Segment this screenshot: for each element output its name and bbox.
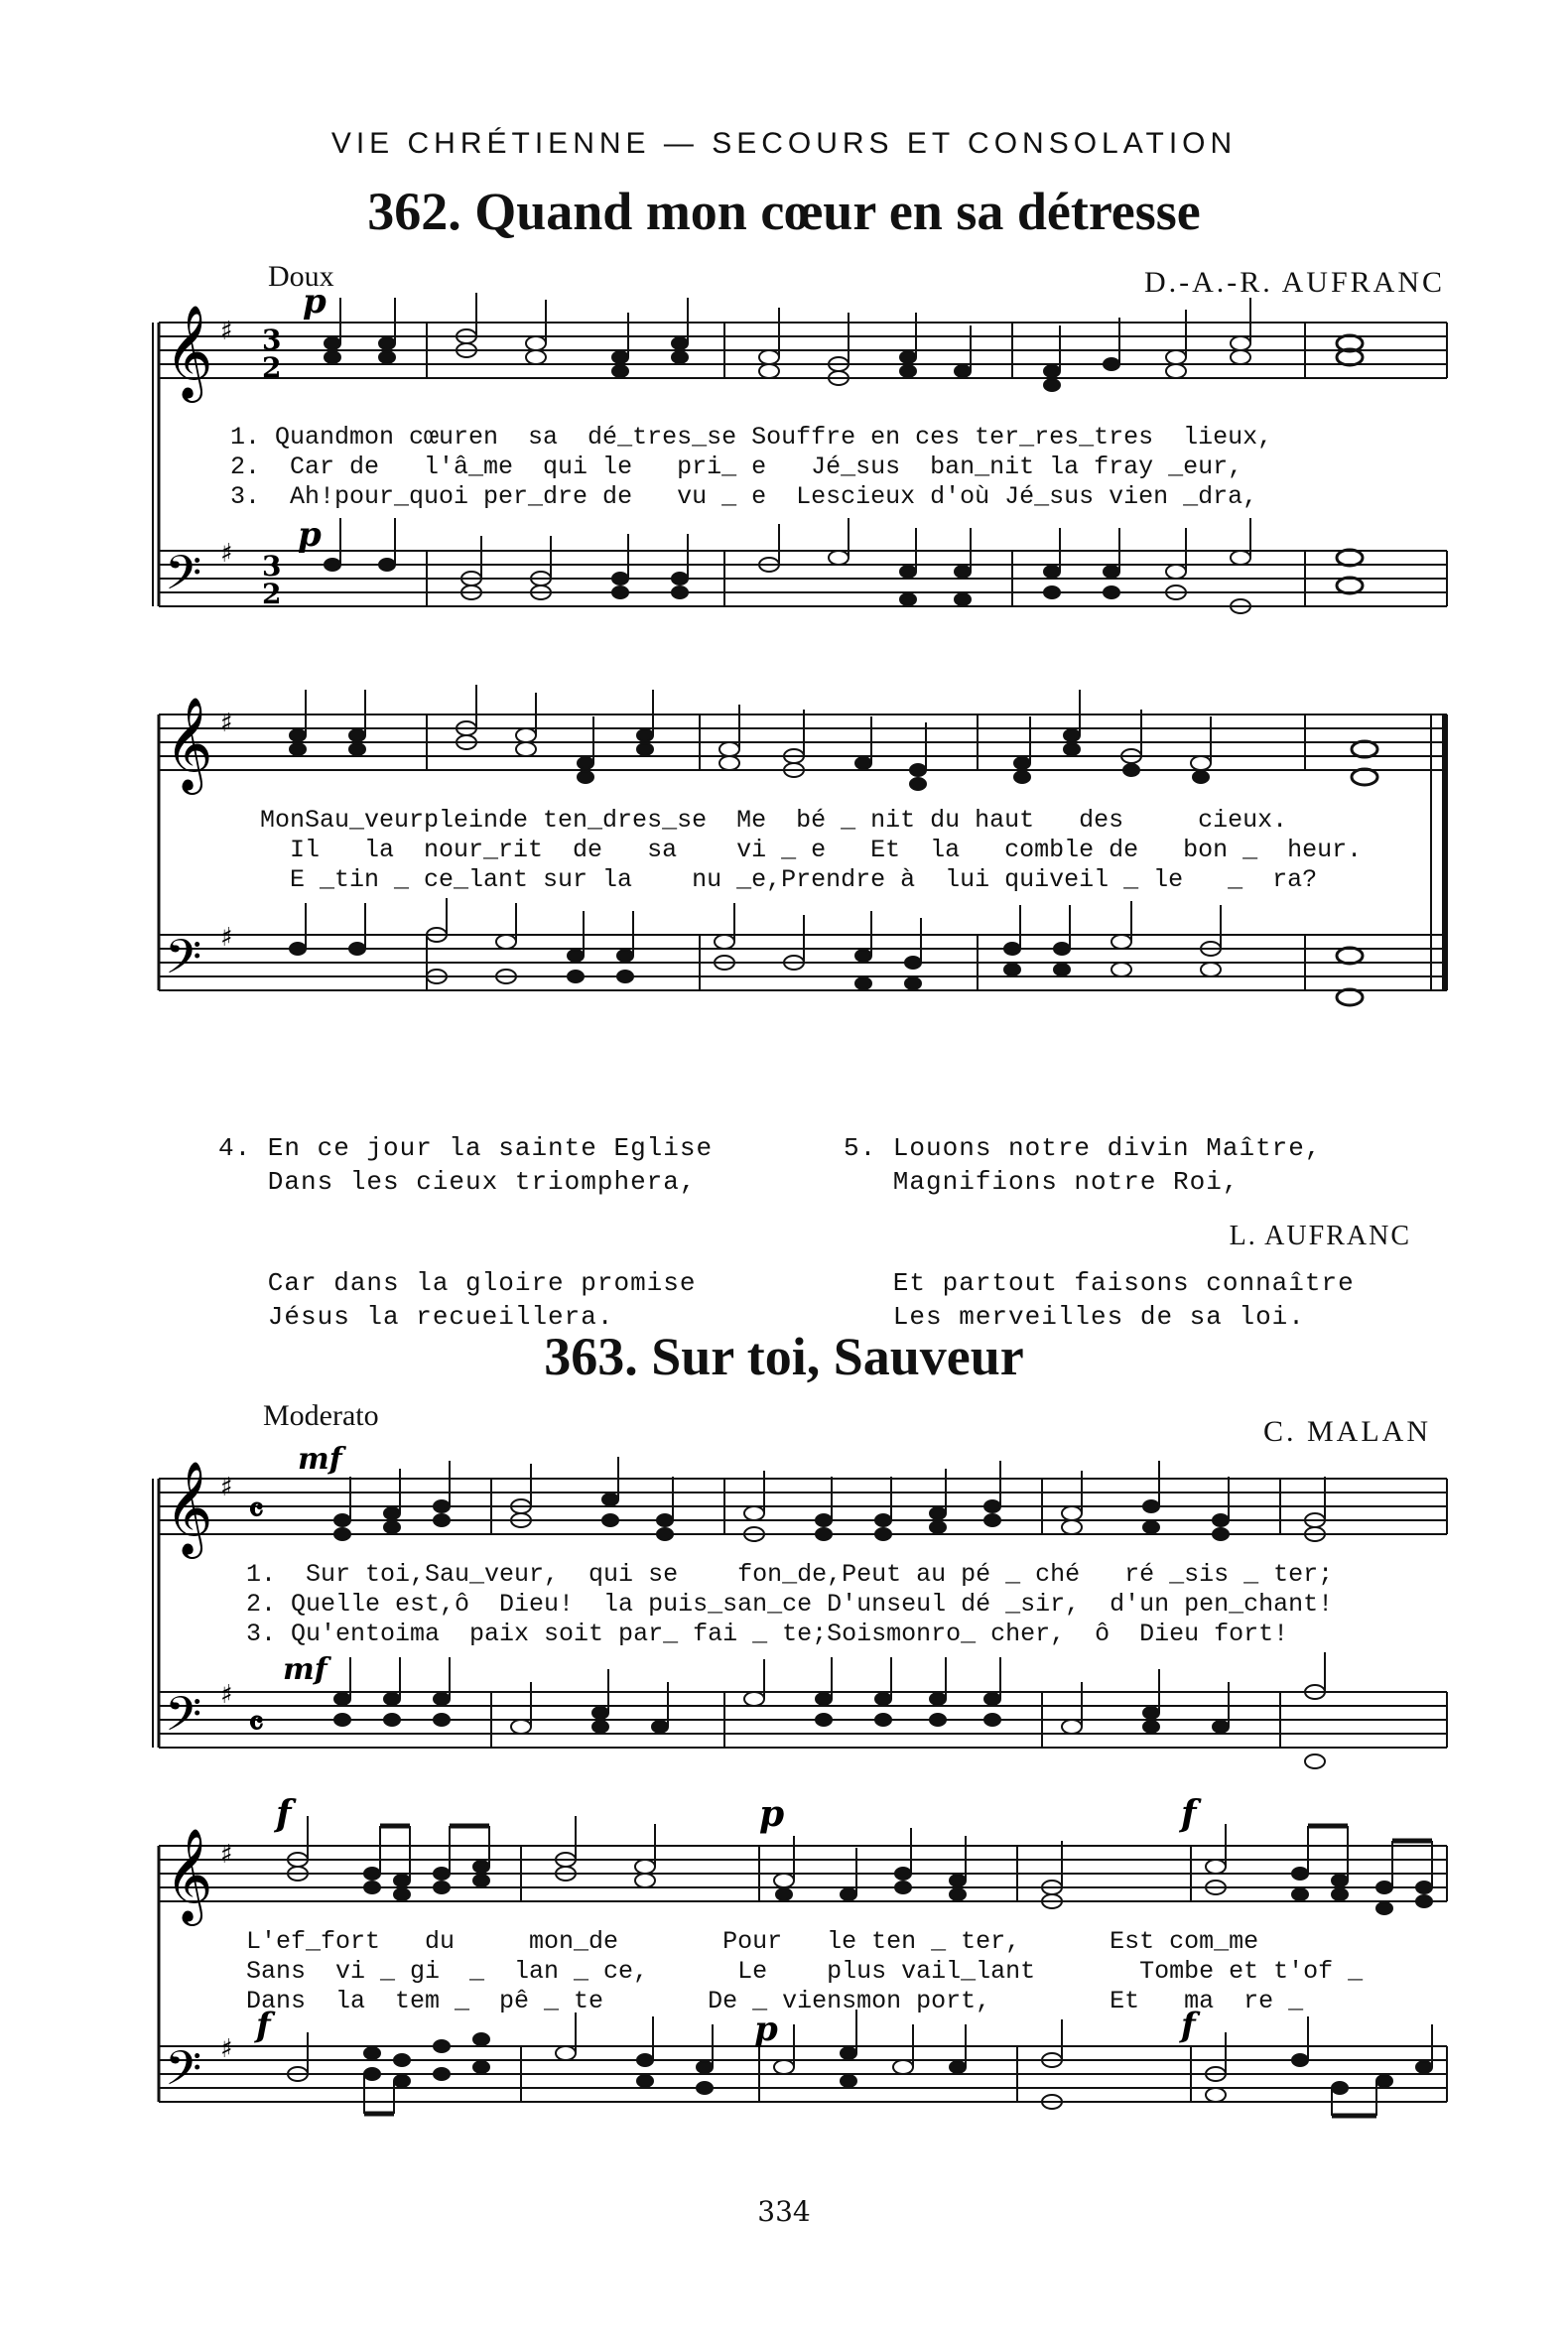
treble-clef-icon: 𝄞	[165, 1828, 213, 1922]
page-header: VIE CHRÉTIENNE — SECOURS ET CONSOLATION	[330, 127, 1238, 160]
hymn-363-composer: C. MALAN	[1262, 1415, 1431, 1448]
sharp-icon: ♯	[220, 539, 233, 569]
treble-clef-icon: 𝄞	[165, 1461, 213, 1555]
hymn-362-title: 362. Quand mon cœur en sa détresse	[367, 182, 1201, 241]
hymn-363-lyric-line-3: 3. Qu'entoima paix soit par_ fai _ te;Soismonro_ cher, ô Dieu fort!	[246, 1620, 1289, 1648]
sharp-icon: ♯	[220, 1680, 233, 1710]
hymn-362-lyric-line-5: Il la nour_rit de sa vi _ e Et la comble de bon _ heur.	[260, 836, 1363, 864]
treble-clef-icon: 𝄞	[165, 697, 213, 791]
sharp-icon: ♯	[220, 2034, 233, 2064]
svg-text:f: f	[256, 2006, 271, 2045]
sharp-icon: ♯	[220, 1473, 233, 1502]
hymn-363-lyric-line-5: Sans vi _ gi _ lan _ ce, Le plus vail_lant Tombe et t'of _	[246, 1957, 1364, 1986]
svg-text:p: p	[754, 2010, 778, 2049]
hymn-363-lyric-line-4: L'ef_fort du mon_de Pour le ten _ ter, Est com_me	[246, 1927, 1259, 1956]
hymn-362-tempo: Doux	[268, 260, 334, 293]
bass-clef-icon: 𝄢	[165, 545, 202, 612]
treble-clef-icon: 𝄞	[165, 305, 213, 399]
svg-text:mf: mf	[298, 1442, 342, 1477]
svg-text:p: p	[759, 1793, 785, 1835]
verse-4: 4. En ce jour la sainte Eglise Dans les cieux triomphera, Car dans la gloire promise Jésus la recueillera.	[218, 1133, 714, 1332]
hymn-362-lyric-line-4: MonSau_veurpleinde ten_dres_se Me bé _ nit du haut des cieux.	[260, 806, 1288, 835]
svg-text:f: f	[1181, 1793, 1197, 1835]
svg-text:2: 2	[262, 351, 282, 384]
svg-text:f: f	[1181, 2006, 1196, 2045]
bass-clef-icon: 𝄢	[165, 2040, 202, 2108]
hymn-363-lyric-line-6: Dans la tem _ pê _ te De _ viensmon port, Et ma re _	[246, 1987, 1304, 2015]
hymn-362-composer: D.-A.-R. AUFRANC	[1143, 266, 1445, 299]
sharp-icon: ♯	[220, 1840, 233, 1870]
text-author: L. AUFRANC	[1229, 1221, 1411, 1251]
hymn-362-lyric-line-6: E _tin _ ce_lant sur la nu _e,Prendre à lui quiveil _ le _ ra?	[260, 865, 1318, 894]
hymn-363-lyric-line-2: 2. Quelle est,ô Dieu! la puis_san_ce D'unseul dé _sir, d'un pen_chant!	[246, 1590, 1334, 1619]
sharp-icon: ♯	[220, 923, 233, 953]
bass-clef-icon: 𝄢	[165, 1686, 202, 1753]
svg-text:3: 3	[262, 550, 282, 583]
svg-text:p: p	[303, 282, 327, 322]
page-number: 334	[757, 2195, 811, 2228]
svg-text:p: p	[298, 515, 322, 555]
hymn-363-tempo: Moderato	[263, 1399, 379, 1432]
svg-text:f: f	[276, 1793, 292, 1835]
svg-text:3: 3	[262, 324, 282, 356]
bass-clef-icon: 𝄢	[165, 929, 202, 996]
svg-text:2: 2	[262, 578, 282, 610]
svg-text:mf: mf	[283, 1652, 327, 1687]
hymn-362-lyric-line-3: 3. Ah!pour_quoi per_dre de vu _ e Lescieux d'où Jé_sus vien _dra,	[230, 482, 1258, 511]
verse-5: 5. Louons notre divin Maître, Magnifions notre Roi, Et partout faisons connaître Les merveilles de sa loi.	[844, 1133, 1355, 1332]
sharp-icon: ♯	[220, 317, 233, 346]
hymn-362-lyric-line-1: 1. Quandmon cœuren sa dé_tres_se Souffre en ces ter_res_tres lieux,	[230, 423, 1273, 452]
sharp-icon: ♯	[220, 709, 233, 738]
hymn-363-lyric-line-1: 1. Sur toi,Sau_veur, qui se fon_de,Peut au pé _ ché ré _sis _ ter;	[246, 1560, 1334, 1589]
hymn-362-lyric-line-2: 2. Car de l'â_me qui le pri_ e Jé_sus ban_nit la fray _eur,	[230, 453, 1243, 481]
common-time-icon: 𝄴	[248, 1703, 265, 1745]
common-time-icon: 𝄴	[248, 1490, 265, 1531]
hymn-363-title: 363. Sur toi, Sauveur	[544, 1327, 1024, 1386]
